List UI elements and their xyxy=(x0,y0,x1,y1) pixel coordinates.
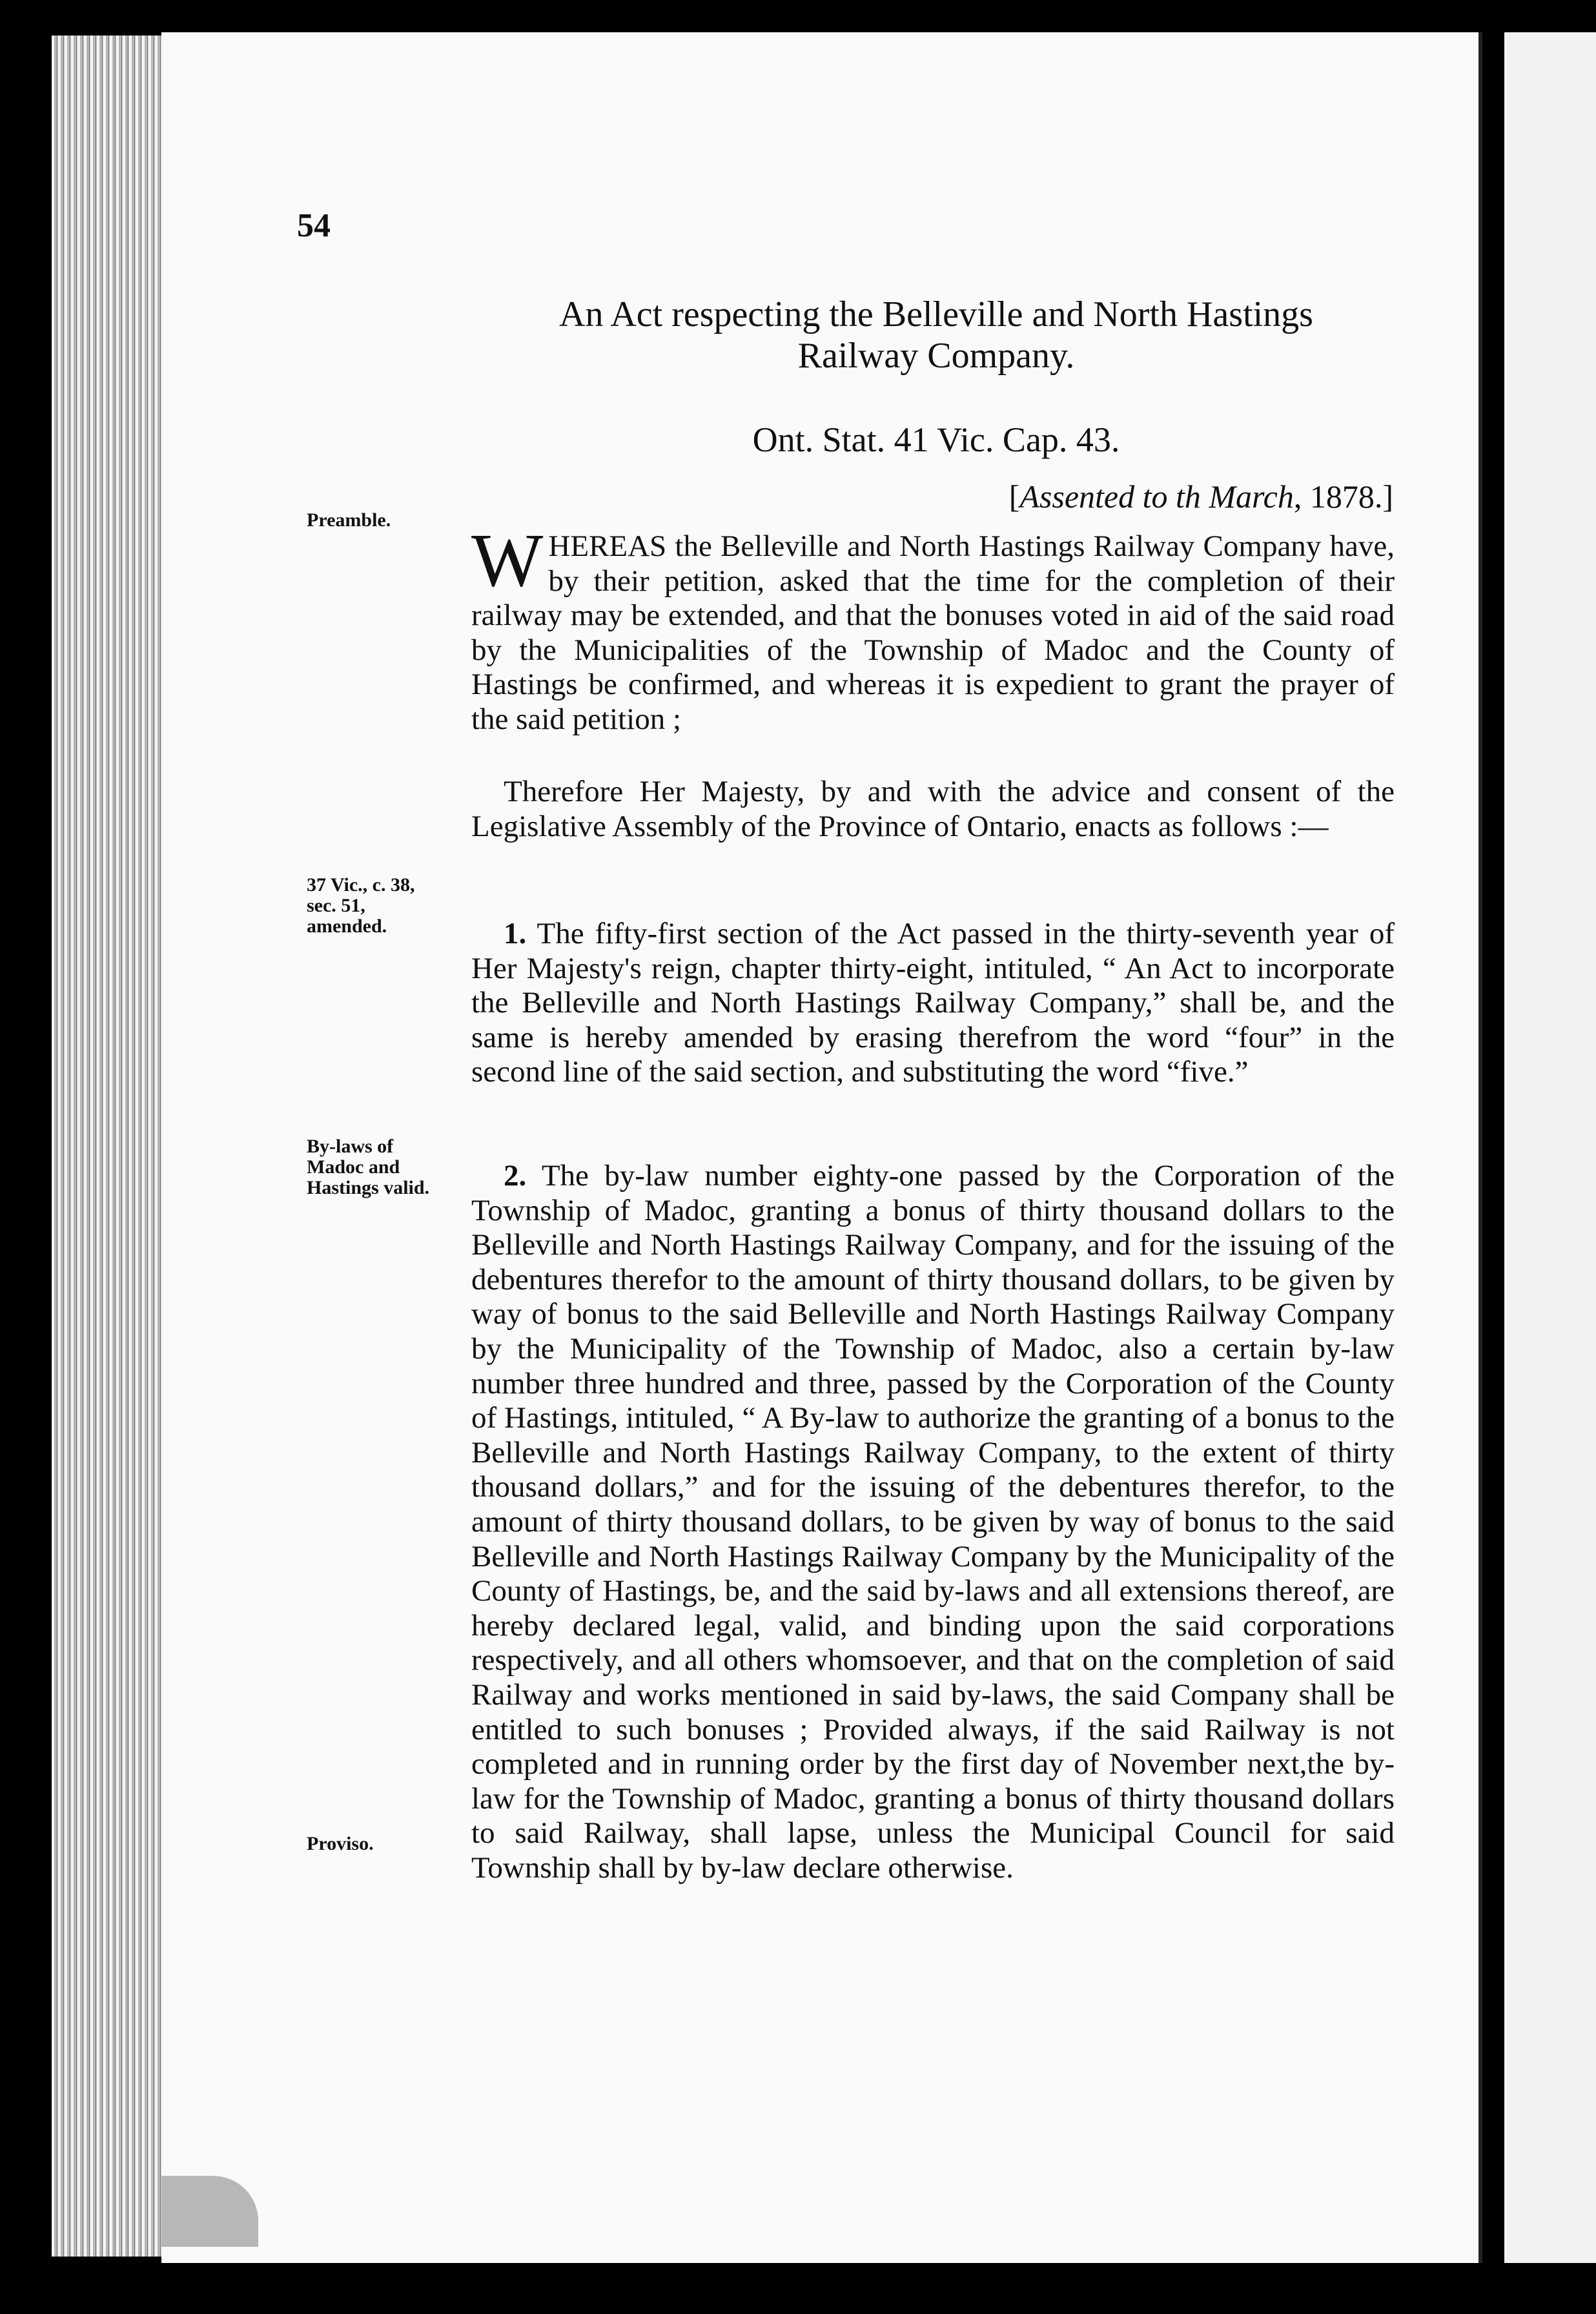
section-1-text: The fifty-first section of the Act passed in the thirty-seventh year of Her Majesty's reign, chapter thirty-eight, intituled, “ An Act to incorporate the Belleville and North Hastings Railway Company,” shall be, and the same is hereby amended by erasing therefrom the word “four” in the second line of the said section, and substituting the word “five.” xyxy=(471,917,1395,1089)
margin-note-section-2: By-laws of Madoc and Hastings valid. xyxy=(307,1136,430,1198)
section-2-paragraph xyxy=(471,1159,1395,1885)
section-1-paragraph xyxy=(471,917,1395,1090)
assent-date xyxy=(872,478,1393,515)
act-title xyxy=(458,294,1414,376)
statute-citation: Ont. Stat. 41 Vic. Cap. 43. xyxy=(752,420,1120,459)
section-1-number: 1. xyxy=(504,917,527,950)
preamble-text: HEREAS the Belleville and North Hastings Railway Company have, by their petition, asked that the time for the completion of their railway may be extended, and that the bonuses voted in aid of the said road by the Municipalities of the Township of Madoc and the County of Hastings be confirmed, and whereas it is expedient to grant the prayer of the said petition ; xyxy=(471,529,1395,736)
section-2-number: 2. xyxy=(504,1159,527,1193)
assent-italic: Assented to th March xyxy=(1019,478,1294,515)
act-title-line-1: An Act respecting the Belleville and North Hastings xyxy=(559,294,1313,334)
page-content xyxy=(161,32,1478,2263)
document-page xyxy=(161,32,1482,2263)
assent-open-bracket: [ xyxy=(1008,478,1020,515)
preamble-paragraph xyxy=(471,518,1395,737)
margin-note-preamble: Preamble. xyxy=(307,509,391,531)
enacting-clause: Therefore Her Majesty, by and with the advice and consent of the Legislative Assembly of the Province of Ontario, enacts as follows :— xyxy=(471,775,1395,843)
drop-cap: W xyxy=(471,518,544,602)
margin-note-section-1: 37 Vic., c. 38, sec. 51, amended. xyxy=(307,874,415,937)
scan-border-left xyxy=(0,0,52,2314)
margin-note-proviso: Proviso. xyxy=(307,1833,374,1854)
act-title-line-2: Railway Company. xyxy=(797,336,1075,376)
scan-border-bottom xyxy=(0,2263,1596,2314)
page-number: 54 xyxy=(297,207,331,244)
assent-year: , 1878.] xyxy=(1293,478,1393,515)
section-2-text: The by-law number eighty-one passed by the Corporation of the Township of Madoc, granting a bonus of thirty thousand dollars to the Belleville and North Hastings Railway Company, and for the issuing of the debentures therefor to the amount of thirty thousand dollars, to be given by way of bonus to the said Belleville and North Hastings Railway Company by the Municipality of the Township of Madoc, also a certain by-law number three hundred and three, passed by the Corporation of the County of Hastings, intituled, “ A By-law to authorize the granting of a bonus to the Belleville and North Hastings Railway Company, to the extent of thirty thousand dollars,” and for the issuing of the debentures therefor, to the amount of thirty thousand dollars, to be given by way of bonus to the said Belleville and North Hastings Railway Company by the Municipality of the County of Hastings, be, and the said by-laws and all extensions thereof, are hereby declared legal, valid, and binding upon the said corporations respectively, and all others whomsoever, and that on the completion of said Railway and works mentioned in said by-laws, the said Company shall be entitled to such bonuses ; Provided always, if the said Railway is not completed and in running order by the first day of November next,the by-law for the Township of Madoc, granting a bonus of thirty thousand dollars to said Railway, shall lapse, unless the Municipal Council for said Township shall by by-law declare otherwise. xyxy=(471,1159,1395,1885)
facing-page-edge xyxy=(1504,32,1596,2266)
